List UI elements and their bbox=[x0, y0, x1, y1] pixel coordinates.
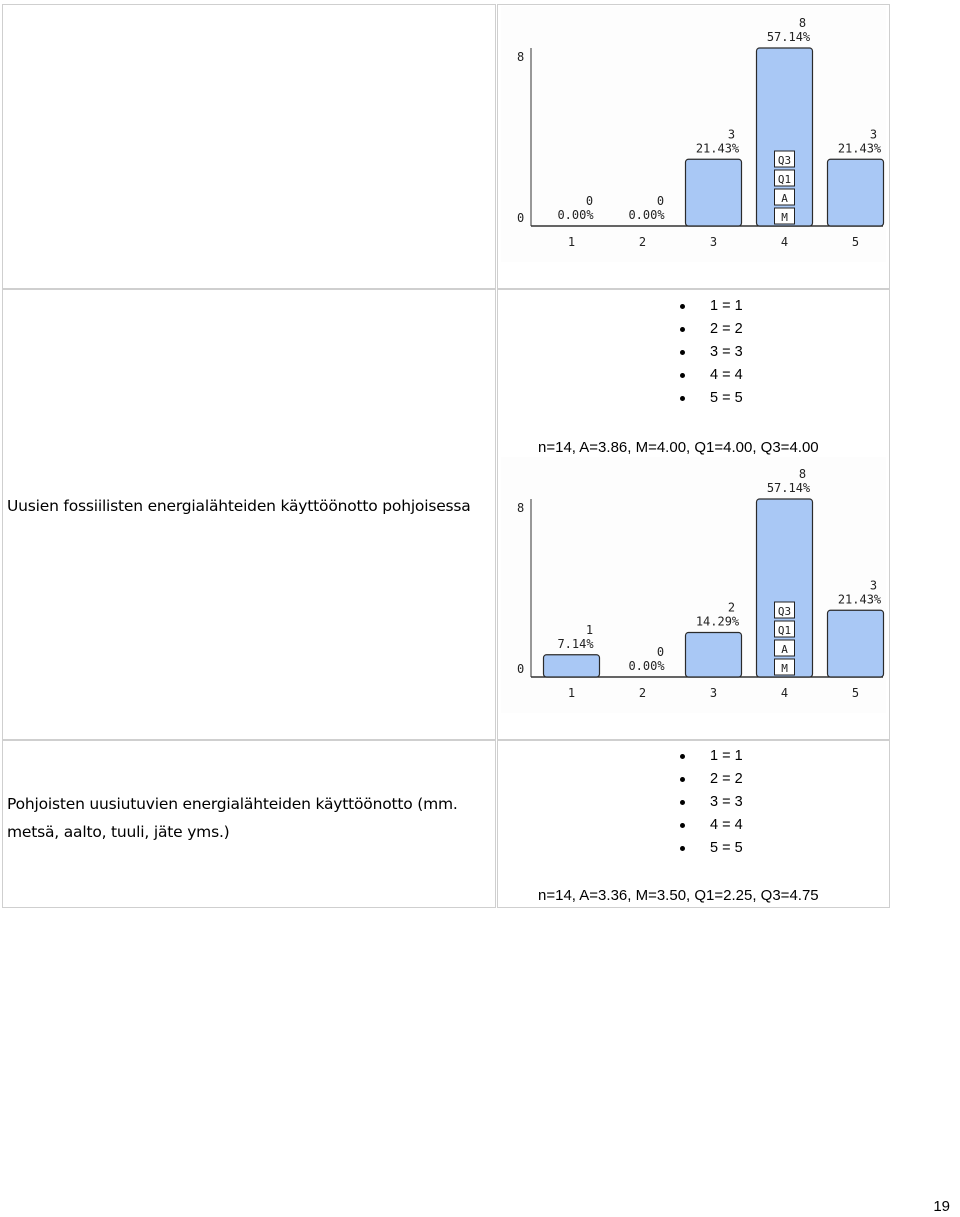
row1-bar-chart bbox=[501, 6, 886, 262]
percent-label: 0.00% bbox=[628, 659, 665, 673]
legend-item bbox=[680, 745, 743, 768]
x-tick-label: 5 bbox=[851, 235, 860, 249]
count-label: 0 bbox=[585, 194, 594, 208]
y-tick-label: 0 bbox=[517, 211, 525, 225]
row2-stats: n=14, A=3.86, M=4.00, Q1=4.00, Q3=4.00 bbox=[538, 439, 819, 456]
bar bbox=[828, 159, 884, 226]
y-tick-label: 8 bbox=[517, 50, 525, 64]
legend-label: 4 = 4 bbox=[710, 817, 743, 833]
legend-label: 3 = 3 bbox=[710, 794, 743, 810]
bullet-icon bbox=[680, 754, 685, 759]
count-label: 3 bbox=[869, 127, 878, 142]
x-tick-label: 2 bbox=[638, 686, 647, 700]
bar bbox=[828, 610, 884, 677]
x-tick-label: 4 bbox=[780, 235, 789, 249]
stat-marker-label: A bbox=[781, 192, 788, 205]
legend-item bbox=[680, 791, 743, 814]
row2-question-text: Uusien fossiilisten energialähteiden käyttöönotto pohjoisessa bbox=[7, 497, 471, 515]
row3-question-line1: Pohjoisten uusiutuvien energialähteiden käyttöönotto (mm. bbox=[7, 795, 458, 813]
bullet-icon bbox=[680, 350, 685, 355]
bullet-icon bbox=[680, 823, 685, 828]
bullet-icon bbox=[680, 396, 685, 401]
x-tick-label: 4 bbox=[780, 686, 789, 700]
count-label: 2 bbox=[727, 600, 736, 615]
stat-marker-label: Q1 bbox=[777, 173, 792, 186]
legend-label: 2 = 2 bbox=[710, 321, 743, 337]
legend-item bbox=[680, 814, 743, 837]
legend-label: 1 = 1 bbox=[710, 748, 743, 764]
legend-item bbox=[680, 341, 743, 364]
percent-label: 14.29% bbox=[695, 614, 740, 629]
bullet-icon bbox=[680, 304, 685, 309]
x-tick-label: 1 bbox=[567, 686, 576, 700]
x-tick-label: 5 bbox=[851, 686, 860, 700]
x-tick-label: 3 bbox=[709, 235, 718, 249]
percent-label: 0.00% bbox=[628, 208, 665, 222]
bullet-icon bbox=[680, 800, 685, 805]
count-label: 1 bbox=[585, 622, 594, 637]
row3-stats: n=14, A=3.36, M=3.50, Q1=2.25, Q3=4.75 bbox=[538, 887, 819, 904]
legend-label: 1 = 1 bbox=[710, 298, 743, 314]
legend-label: 3 = 3 bbox=[710, 344, 743, 360]
count-label: 8 bbox=[798, 16, 807, 30]
bar bbox=[686, 633, 742, 678]
percent-label: 21.43% bbox=[837, 141, 882, 156]
x-tick-label: 3 bbox=[709, 686, 718, 700]
count-label: 3 bbox=[869, 578, 878, 593]
row3-question-line2: metsä, aalto, tuuli, jäte yms.) bbox=[7, 823, 230, 841]
row3-legend bbox=[680, 745, 743, 860]
bar bbox=[686, 159, 742, 226]
stat-marker-label: Q3 bbox=[777, 154, 792, 167]
legend-label: 5 = 5 bbox=[710, 390, 743, 406]
row1-chart-svg bbox=[501, 6, 886, 262]
legend-item bbox=[680, 295, 743, 318]
stat-marker-label: M bbox=[781, 662, 788, 675]
count-label: 0 bbox=[656, 645, 665, 659]
stat-marker-label: Q1 bbox=[777, 624, 792, 637]
row2-legend bbox=[680, 295, 743, 410]
row2-bar-chart bbox=[501, 457, 886, 713]
row1-question-cell bbox=[2, 4, 496, 289]
count-label: 8 bbox=[798, 467, 807, 481]
legend-item bbox=[680, 768, 743, 791]
y-tick-label: 0 bbox=[517, 662, 525, 676]
percent-label: 57.14% bbox=[766, 30, 811, 44]
bar bbox=[544, 655, 600, 677]
legend-item bbox=[680, 387, 743, 410]
percent-label: 0.00% bbox=[557, 208, 594, 222]
x-tick-label: 1 bbox=[567, 235, 576, 249]
x-tick-label: 2 bbox=[638, 235, 647, 249]
legend-label: 5 = 5 bbox=[710, 840, 743, 856]
bullet-icon bbox=[680, 327, 685, 332]
legend-item bbox=[680, 364, 743, 387]
legend-label: 2 = 2 bbox=[710, 771, 743, 787]
stat-marker-label: M bbox=[781, 211, 788, 224]
percent-label: 7.14% bbox=[557, 636, 594, 651]
page-number: 19 bbox=[933, 1198, 950, 1215]
y-tick-label: 8 bbox=[517, 501, 525, 515]
percent-label: 57.14% bbox=[766, 481, 811, 495]
percent-label: 21.43% bbox=[837, 592, 882, 607]
count-label: 0 bbox=[656, 194, 665, 208]
row2-chart-svg bbox=[501, 457, 886, 713]
bullet-icon bbox=[680, 846, 685, 851]
legend-item bbox=[680, 318, 743, 341]
stat-marker-label: A bbox=[781, 643, 788, 656]
legend-label: 4 = 4 bbox=[710, 367, 743, 383]
legend-item bbox=[680, 837, 743, 860]
percent-label: 21.43% bbox=[695, 141, 740, 156]
bullet-icon bbox=[680, 777, 685, 782]
stat-marker-label: Q3 bbox=[777, 605, 792, 618]
bullet-icon bbox=[680, 373, 685, 378]
count-label: 3 bbox=[727, 127, 736, 142]
